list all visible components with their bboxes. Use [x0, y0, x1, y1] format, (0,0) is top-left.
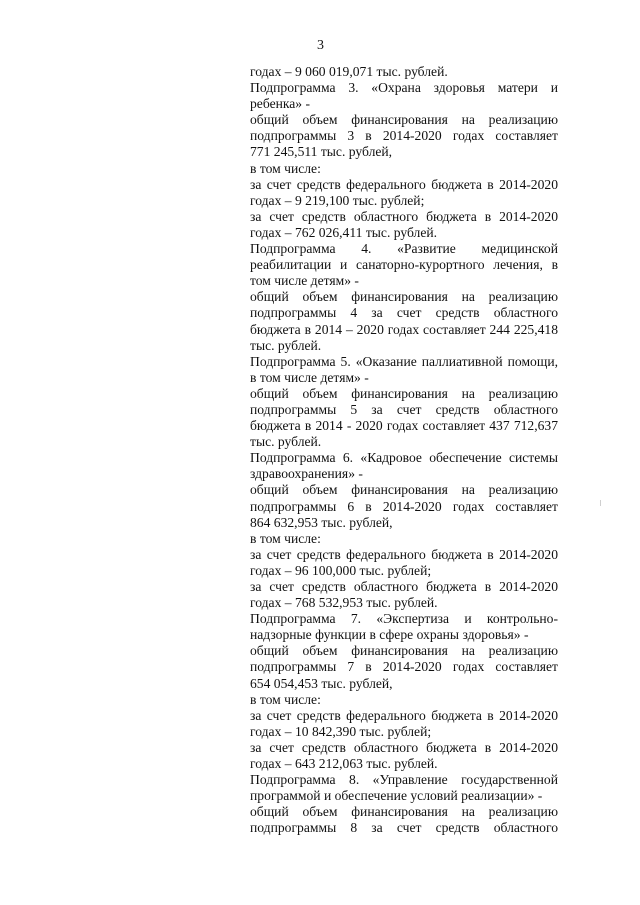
text-line: подпрограммы 7 в 2014-2020 годах составляет: [250, 659, 558, 675]
text-line: годах – 768 532,953 тыс. рублей.: [250, 595, 438, 611]
text-line: годах – 762 026,411 тыс. рублей.: [250, 224, 438, 240]
text-line: за счет средств областного бюджета в 2014-2020: [250, 208, 558, 224]
text-line: общий объем финансирования на реализацию: [250, 112, 558, 128]
text-line: подпрограммы 8 за счет средств областного: [250, 820, 558, 836]
text-line: 771 245,511 тыс. рублей,: [250, 144, 393, 160]
text-line: реабилитации и санаторно-курортного лечения, в: [250, 257, 558, 273]
text-line: здравоохранения» -: [250, 466, 363, 482]
text-line: тыс. рублей.: [250, 434, 322, 450]
text-line: 864 632,953 тыс. рублей,: [250, 514, 393, 530]
text-line: за счет средств федерального бюджета в 2014-2020: [250, 707, 558, 723]
text-line: общий объем финансирования на реализацию: [250, 643, 558, 659]
text-line: годах – 643 212,063 тыс. рублей.: [250, 756, 438, 772]
text-line: в том числе:: [250, 691, 321, 707]
text-line: в том числе детям» -: [250, 369, 369, 385]
text-line: подпрограммы 5 за счет средств областного: [250, 401, 558, 417]
text-line: подпрограммы 6 в 2014-2020 годах составляет: [250, 498, 558, 514]
text-line: бюджета в 2014 - 2020 годах составляет 437 712,637: [250, 418, 558, 434]
text-line: общий объем финансирования на реализацию: [250, 482, 558, 498]
text-line: Подпрограмма 7. «Экспертиза и контрольно-: [250, 611, 558, 627]
text-line: бюджета в 2014 – 2020 годах составляет 244 225,418: [250, 321, 558, 337]
text-line: общий объем финансирования на реализацию: [250, 385, 558, 401]
text-line: общий объем финансирования на реализацию: [250, 289, 558, 305]
text-line: общий объем финансирования на реализацию: [250, 804, 558, 820]
text-line: программой и обеспечение условий реализации» -: [250, 788, 543, 804]
text-line: 654 054,453 тыс. рублей,: [250, 675, 393, 691]
text-line: тыс. рублей.: [250, 337, 322, 353]
text-line: ребенка» -: [250, 96, 311, 112]
text-line: за счет средств областного бюджета в 2014-2020: [250, 579, 558, 594]
text-line: за счет средств областного бюджета в 2014-2020: [250, 739, 558, 755]
text-line: Подпрограмма 3. «Охрана здоровья матери и: [250, 80, 558, 96]
text-line: годах – 10 842,390 тыс. рублей;: [250, 723, 432, 739]
text-line: годах – 96 100,000 тыс. рублей;: [250, 562, 432, 578]
text-line: в том числе:: [250, 530, 321, 546]
page-number: 3: [317, 38, 324, 53]
scan-margin-mark: [600, 500, 601, 506]
text-line: годах – 9 060 019,071 тыс. рублей.: [250, 64, 448, 79]
text-line: за счет средств федерального бюджета в 2014-2020: [250, 176, 558, 192]
text-line: в том числе:: [250, 160, 321, 176]
text-line: годах – 9 219,100 тыс. рублей;: [250, 192, 425, 208]
text-line: за счет средств федерального бюджета в 2014-2020: [250, 546, 558, 562]
text-line: Подпрограмма 5. «Оказание паллиативной помощи,: [250, 353, 558, 369]
text-line: Подпрограмма 8. «Управление государственной: [250, 772, 558, 788]
text-line: Подпрограмма 6. «Кадровое обеспечение системы: [250, 450, 558, 466]
text-line: Подпрограмма 4. «Развитие медицинской: [250, 241, 558, 257]
text-line: подпрограммы 4 за счет средств областного: [250, 305, 558, 321]
text-line: подпрограммы 3 в 2014-2020 годах составляет: [250, 128, 558, 144]
text-column: [250, 64, 558, 837]
text-line: надзорные функции в сфере охраны здоровья» -: [250, 627, 529, 643]
text-line: том числе детям» -: [250, 273, 359, 289]
